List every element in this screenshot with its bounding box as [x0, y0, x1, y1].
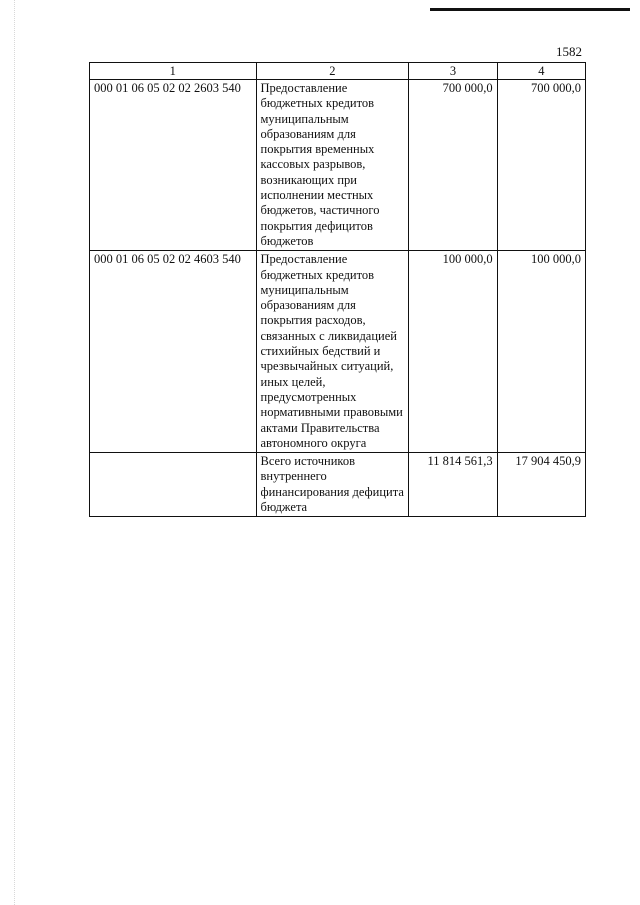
column-header-1: 1	[90, 63, 257, 80]
scan-margin	[0, 0, 15, 905]
row-name: Предоставление бюджетных кредитов муниципальным образованиям для покрытия временных кассовых разрывов, возникающих при исполнении местных бюджетов, частичного покрытия дефицитов бюджетов	[256, 80, 409, 251]
total-row	[90, 453, 586, 517]
column-header-4: 4	[497, 63, 585, 80]
total-code	[90, 453, 257, 517]
total-label: Всего источников внутреннего финансирования дефицита бюджета	[256, 453, 409, 517]
row-value-col3: 700 000,0	[409, 80, 497, 251]
table-row	[90, 80, 586, 251]
row-code: 000 01 06 05 02 02 4603 540	[90, 251, 257, 453]
row-value-col3: 100 000,0	[409, 251, 497, 453]
total-value-col4: 17 904 450,9	[497, 453, 585, 517]
table-row	[90, 251, 586, 453]
column-header-2: 2	[256, 63, 409, 80]
column-header-3: 3	[409, 63, 497, 80]
row-value-col4: 100 000,0	[497, 251, 585, 453]
row-value-col4: 700 000,0	[497, 80, 585, 251]
total-value-col3: 11 814 561,3	[409, 453, 497, 517]
budget-table	[89, 62, 586, 517]
row-name: Предоставление бюджетных кредитов муниципальным образованиям для покрытия расходов, связанных с ликвидацией стихийных бедствий и чрезвычайных ситуаций, иных целей, предусмотренных нормативными правовыми актами Правительства автономного округа	[256, 251, 409, 453]
page-number: 1582	[556, 44, 582, 59]
row-code: 000 01 06 05 02 02 2603 540	[90, 80, 257, 251]
header-rule	[430, 8, 630, 11]
header-row	[90, 63, 586, 80]
